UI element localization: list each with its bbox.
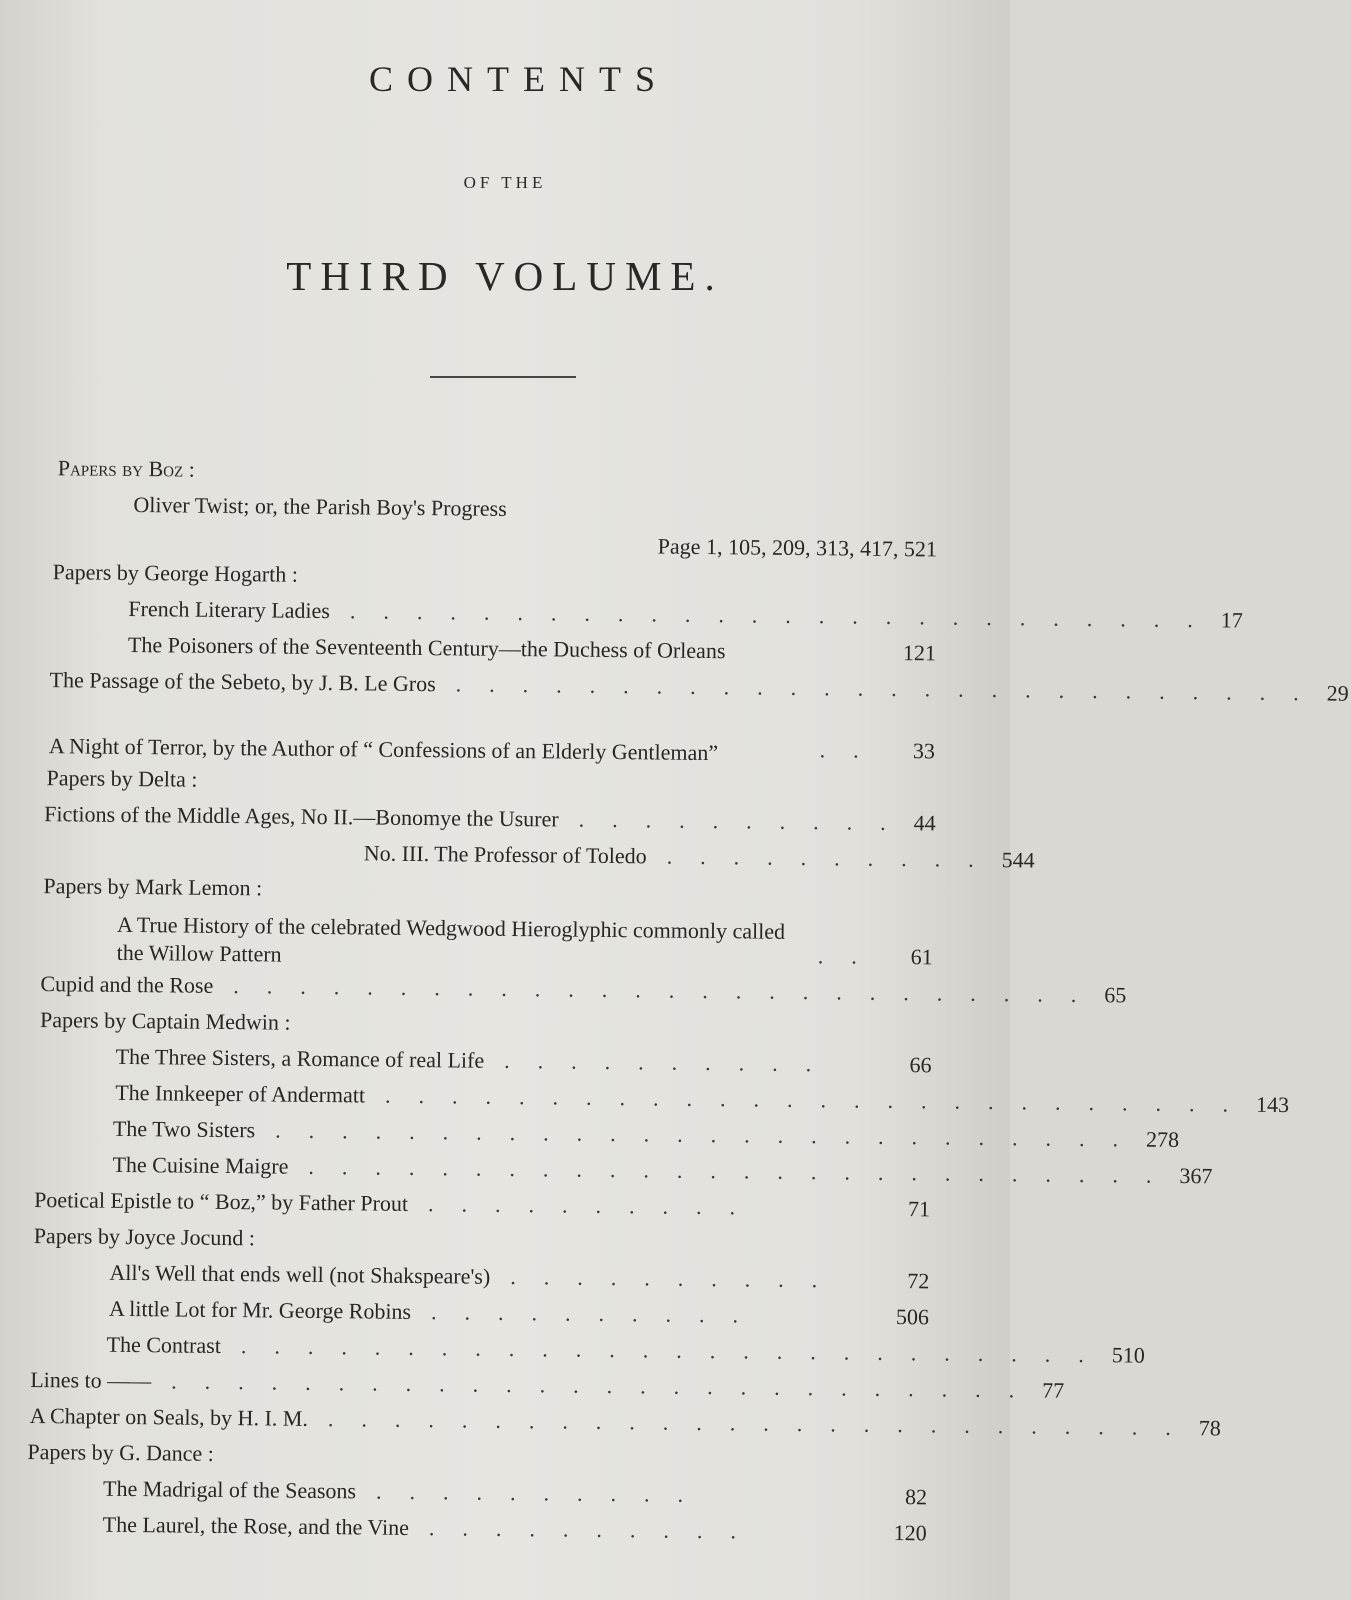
entry-page: 72 [907,1268,930,1294]
leader-dots: .......................... [384,1082,1257,1117]
entry-title: The Innkeeper of Andermatt [115,1079,366,1108]
entry-title: The Madrigal of the Seasons [103,1475,357,1504]
entry-title: The Laurel, the Rose, and the Vine [102,1511,410,1540]
section-heading-label: Papers by Mark Lemon : [43,873,263,901]
section-heading-label: Papers by Delta : [46,765,198,792]
entry-page: 506 [895,1304,930,1330]
entry-title: Fictions of the Middle Ages, No II.—Bonomye the Usurer [44,801,559,832]
entry-title: The Two Sisters [112,1115,256,1143]
entry-title: The Cuisine Maigre [112,1151,289,1179]
entry-title: The Three Sisters, a Romance of real Life [115,1043,485,1073]
leader-dots: .......................... [349,598,1221,633]
leader-dots: .......................... [308,1153,1180,1188]
leader-dots: .......................... [275,1117,1147,1152]
leader-dots: .......................... [171,1368,1043,1403]
section-heading-label: Papers by G. Dance : [27,1438,214,1466]
section-heading-label: Papers by Captain Medwin : [39,1007,291,1035]
leader-dots: .......... [578,806,914,836]
leader-dots: .......................... [233,973,1105,1008]
entry-page: 120 [893,1520,927,1546]
entry-page: 77 [1042,1377,1065,1403]
entry-page: 33 [912,738,936,764]
entry-page: 143 [1255,1091,1290,1118]
entry-page: 71 [907,1196,931,1222]
entry-page: 29 [1326,680,1349,706]
table-of-contents [27,450,1349,1551]
leader-dots: .......................... [455,671,1327,706]
entry-page: 17 [1220,607,1243,633]
toc-entry-oliver-twist-pages: Page 1, 105, 209, 313, 417, 521 [657,533,938,562]
entry-title: A True History of the celebrated Wedgwood Hieroglyphic commonly called the Willow Pattern [116,911,786,967]
leader-dots: .......... [504,1047,840,1077]
leader-dots: .......................... [327,1406,1199,1441]
leader-dots: .......... [427,1191,764,1220]
leader-dots: .......... [375,1478,712,1508]
entry-page: 278 [1145,1126,1180,1152]
entry-title: Poetical Epistle to “ Boz,” by Father Prout [34,1187,409,1216]
entry-title: Lines to —— [30,1366,152,1394]
entry-page: 367 [1179,1162,1213,1189]
entry-page: 82 [904,1484,928,1510]
entry-page: 44 [913,810,936,836]
entry-title: No. III. The Professor of Toledo [363,840,647,869]
leader-dots: .......... [428,1515,765,1544]
entry-title: All's Well that ends well (not Shakspeare's) [109,1259,491,1289]
of-the-subtitle: OF THE [463,173,547,192]
entry-title: French Literary Ladies [128,595,331,624]
entry-title: A Chapter on Seals, by H. I. M. [29,1402,309,1431]
entry-page: 544 [1001,847,1035,873]
section-heading-label: Papers by George Hogarth : [52,559,299,587]
entry-page: 121 [902,640,937,666]
leader-dots: .. [817,943,886,969]
leader-dots: .......................... [240,1333,1112,1368]
entry-title: The Contrast [106,1331,222,1358]
entry-title: A Night of Terror, by the Author of “ Confessions of an Elderly Gentleman” [48,733,719,766]
volume-title: THIRD VOLUME. [286,253,724,299]
entry-page: 510 [1111,1342,1145,1368]
entry-title: A little Lot for Mr. George Robins [108,1295,412,1324]
leader-dots: .......... [666,843,1002,873]
toc-entry-willow-pattern [33,904,934,975]
entry-title: The Passage of the Sebeto, by J. B. Le Gros [49,667,436,697]
section-heading-label: Papers by Joyce Jocund : [33,1222,256,1251]
section-heading-label: Papers by Boz : [57,455,195,482]
leader-dots: .......... [510,1263,846,1293]
leader-dots: .. [819,737,887,763]
entry-title: Oliver Twist; or, the Parish Boy's Progress [133,492,507,521]
entry-page: 66 [909,1052,932,1078]
toc-entry-night-of-terror [35,698,936,769]
entry-page: 65 [1104,982,1127,1008]
entry-page: 78 [1198,1415,1221,1441]
entry-title: Cupid and the Rose [40,971,214,998]
contents-title: CONTENTS [369,59,669,99]
leader-dots: .......... [430,1299,767,1328]
entry-title: The Poisoners of the Seventeenth Century—the Duchess of Orleans [127,631,726,664]
title-divider [430,376,576,378]
entry-page: 61 [910,944,933,970]
